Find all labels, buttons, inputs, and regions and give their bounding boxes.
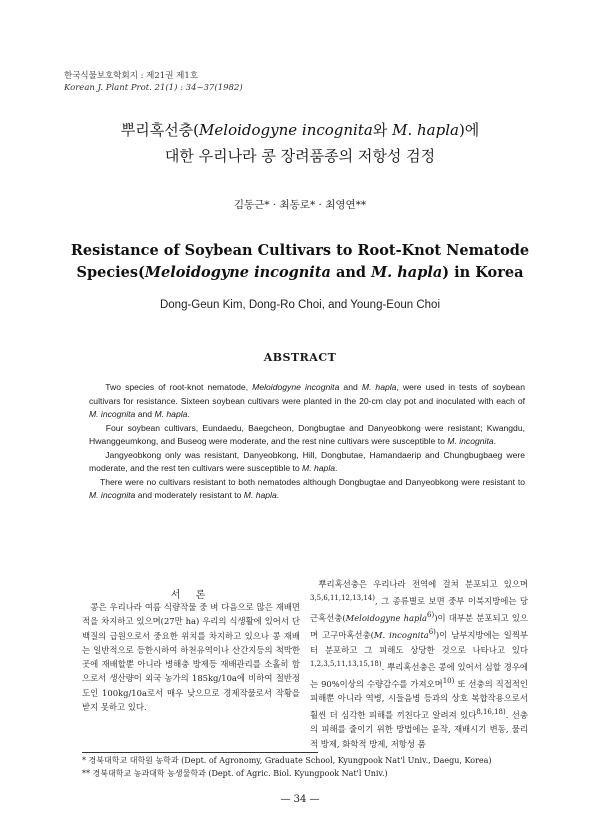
abstract-species: M. hapla [302, 463, 336, 473]
intro-paragraph-left: 콩은 우리나라 여름 식량작물 중 벼 다음으로 많은 재배면적을 차지하고 있으며(27만 ha) 우리의 식생활에 있어서 단백질의 급원으로서 중요한 위치를 차지하고 있으나 콩 재배는 일반적으로 등한시하여 하천유역이나 산간지등의 척박한 곳에 재배할뿐 아니라 병해충 방제등 재배관리를 소홀히 함으로서 생산량이 외국 농가의 185kg/10a에 비하여 절반정도인 100kg/10a로서 매우 낮으므로 경제작물로서 작황을 받지 못하고 있다. [82, 602, 300, 713]
abstract-species: M. hapla [243, 490, 277, 500]
body-text: . 뿌리혹선충은 콩에 있어서 심할 경우에는 90%이상의 수량감수를 가져오며 [310, 661, 528, 689]
abstract-species: M. incognita [89, 490, 136, 500]
journal-line-english: Korean J. Plant Prot. 21(1) : 34~37(1982) [64, 83, 243, 93]
reference-superscript: 6) [427, 611, 435, 620]
abstract-heading: ABSTRACT [263, 351, 337, 364]
body-species: Meloidogyne hapla [345, 613, 428, 624]
english-title-text: Species( [76, 264, 145, 281]
korean-title-text: 뿌리혹선충( [120, 121, 200, 139]
reference-superscript: 3,5,6,11,12,13,14) [310, 594, 375, 603]
footnotes [82, 755, 542, 780]
abstract-text: . [493, 436, 497, 446]
intro-paragraph-right [310, 577, 528, 751]
abstract-text: Jangyeobkong only was resistant, Danyeobkong, Hill, Dongbutae, Hamandaerip and Chungbugbaeg were moderate, and the rest ten cultivars were susceptible to [89, 449, 525, 473]
korean-authors: 김동근* · 최동로* · 최영연** [233, 199, 367, 211]
footnote-divider [82, 752, 318, 753]
korean-title-text: )에 [458, 121, 480, 139]
body-text: 뿌리혹선충은 우리나라 전역에 걸쳐 분포되고 있으며 [318, 579, 528, 589]
abstract-text: and [135, 409, 155, 419]
body-species: M. incognita [373, 630, 429, 641]
abstract-species: Meloidogyne incognita [252, 382, 340, 392]
english-title-text: ) in Korea [442, 264, 524, 281]
abstract-species: M. incognita [447, 436, 494, 446]
reference-superscript: 1,2,3,5,11,13,15,18) [310, 659, 382, 668]
abstract-text: . [335, 463, 338, 473]
reference-superscript: 10) [442, 676, 455, 685]
page-number: — 34 — [280, 794, 320, 805]
abstract-text: , were used in tests of soybean cultivars for resistance. Sixteen soybean cultivars were planted in the 20-cm clay pot and inoculated with each of [89, 382, 525, 406]
korean-title-line2: 대한 우리나라 콩 장려품종의 저항성 검정 [164, 147, 436, 165]
english-title-text: and [330, 264, 372, 281]
korean-title-species2: M. hapla [392, 121, 459, 139]
korean-title-text: 와 [372, 121, 393, 139]
abstract-body [89, 381, 525, 503]
english-title-line2 [0, 264, 600, 281]
abstract-paragraph-2 [89, 422, 525, 449]
body-column-left [82, 600, 300, 714]
reference-superscript: 6) [428, 628, 436, 637]
body-text: 또 선충의 직접적인 피해뿐 아니라 역병, 시들음병 등과의 상호 복합작용으로서 훨씬 더 심각한 피해를 끼친다고 알려져 있다 [310, 678, 528, 721]
abstract-paragraph-3 [89, 449, 525, 476]
english-title-species1: Meloidogyne incognita [144, 264, 331, 281]
abstract-text: . [187, 409, 190, 419]
korean-title-species1: Meloidogyne incognita [199, 121, 373, 139]
korean-title-line1 [0, 119, 600, 140]
reference-superscript: 8,16,18) [476, 708, 506, 717]
body-column-right [310, 577, 528, 751]
body-text: . 선충의 피해를 줄이기 위한 방법에는 윤작, 재배시기 변동, 물리적 방제, 화학적 방제, 저항성 품 [310, 710, 528, 749]
english-title-species2: M. hapla [371, 264, 443, 281]
abstract-text: . [276, 490, 280, 500]
abstract-paragraph-4 [89, 476, 525, 503]
abstract-species: M. incognita [89, 409, 136, 419]
english-authors: Dong-Geun Kim, Dong-Ro Choi, and Young-Eoun Choi [159, 299, 440, 311]
journal-line-korean: 한국식물보호학회지 : 제21권 제1호 [64, 71, 198, 81]
abstract-text: There were no cultivars resistant to both nematodes although Dongbugtae and Danyeobkong were resistant to [100, 476, 525, 487]
body-text: )이 남부지방에는 일찍부터 분포하고 그 피해도 상당한 것으로 나타나고 있다 [310, 630, 529, 655]
body-text: )이 대부분 분포되고 있으며 고구마혹선충( [310, 613, 529, 641]
abstract-text: Two species of root-knot nematode, [105, 382, 253, 392]
abstract-species: M. hapla [154, 409, 188, 419]
body-text: , 그 종류별로 보면 중부 이북지방에는 당근혹선충( [310, 596, 528, 624]
english-title-line1: Resistance of Soybean Cultivars to Root-Knot Nematode [70, 242, 530, 259]
footnote-2: ** 경북대학교 농과대학 농생물학과 (Dept. of Agric. Biol. Kyungpook Nat'l Univ.) [82, 768, 388, 778]
abstract-paragraph-1 [89, 381, 525, 422]
abstract-text: Four soybean cultivars, Eundaedu, Baegcheon, Dongbugtae and Danyeobkong were resistant; Kwangdu, Hwanggeumkong, and Buseog were moderate, and the rest nine cultivars were susceptible to [89, 422, 525, 446]
section-heading-introduction: 서 론 [170, 590, 212, 601]
footnote-1: * 경북대학교 대학원 농학과 (Dept. of Agronomy, Graduate School, Kyungpook Nat'l Univ., Daegu, Korea) [82, 756, 492, 765]
abstract-text: and moderately resistant to [135, 490, 244, 500]
journal-citation [64, 70, 243, 94]
abstract-species: M. hapla [361, 382, 397, 392]
abstract-text: and [339, 382, 362, 392]
